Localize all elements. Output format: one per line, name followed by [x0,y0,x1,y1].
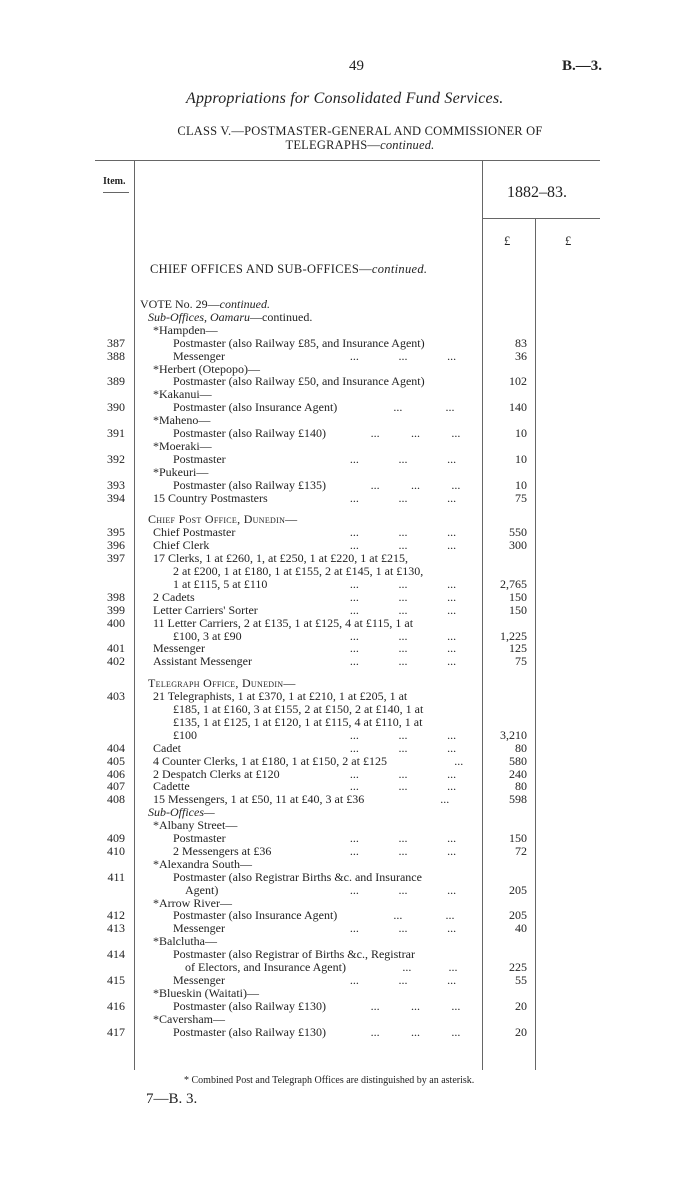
leader-dots: ... [349,882,359,897]
leader-dots: ... [398,538,408,553]
item-description-text: 2 Despatch Clerks at £120 [153,766,280,781]
item-number: 396 [107,538,125,553]
table-row [0,922,700,935]
item-number: 410 [107,843,125,858]
item-amount: 10 [515,451,527,466]
leader-dots: ... [349,451,359,466]
item-amount: 40 [515,921,527,936]
document-reference: B.—3. [562,58,603,74]
leader-dots: ... [447,641,457,656]
item-number: 416 [107,998,125,1013]
item-number: 411 [107,869,125,884]
item-description-text: Postmaster (also Railway £130) [173,998,326,1013]
leader-dots: ... [447,451,457,466]
pound-symbol-left: £ [504,234,511,248]
leader-dots: ... [349,740,359,755]
dot-leader [372,401,476,414]
dot-leader [330,453,476,466]
leader-dots: ... [398,654,408,669]
leader-dots: ... [410,1024,420,1039]
item-number: 387 [107,335,125,350]
item-number: 389 [107,374,125,389]
leader-dots: ... [447,538,457,553]
leader-dots: ... [398,843,408,858]
item-number: 395 [107,525,125,540]
leader-dots: ... [451,1024,461,1039]
table-row [0,755,700,768]
leader-dots: ... [370,477,380,492]
table-row [0,974,700,987]
item-number: 394 [107,490,125,505]
dot-leader [355,1026,476,1039]
leader-dots: ... [349,654,359,669]
table-row [0,427,700,440]
item-description-text: *Albany Street— [153,818,238,833]
item-description-text: £185, 1 at £160, 3 at £155, 2 at £150, 2 at £140, 1 at [173,702,424,716]
table-row [0,897,700,910]
item-description-text: Postmaster [173,451,226,466]
leader-dots: ... [445,908,455,923]
signature-mark: 7—B. 3. [146,1091,198,1107]
item-description-text: £100, 3 at £90 [173,628,242,643]
table-row [0,871,700,884]
item-amount: 83 [515,335,527,350]
year-column-header: 1882–83. [507,184,567,201]
item-amount: 75 [515,654,527,669]
table-row [0,884,700,897]
dot-leader [330,729,476,742]
leader-dots: ... [398,921,408,936]
table-row [0,716,700,729]
table-row [0,591,700,604]
item-amount: 1,225 [500,628,527,643]
table-row [0,466,700,479]
item-description-tail: —continued. [250,309,313,324]
item-description-text: 21 Telegraphists, 1 at £370, 1 at £210, 1 at £205, 1 at [153,689,408,704]
item-number: 408 [107,792,125,807]
table-row [0,375,700,388]
leader-dots: ... [349,628,359,643]
leader-dots: ... [447,740,457,755]
item-description-text: £100 [173,727,197,742]
leader-dots: ... [398,348,408,363]
item-amount: 20 [515,998,527,1013]
dot-leader [413,793,476,806]
item-amount: 2,765 [500,576,527,591]
class-heading-line1: CLASS V.—POSTMASTER-GENERAL AND COMMISSIONER OF [177,124,543,138]
leader-dots: ... [447,843,457,858]
item-description-text: Cadet [153,740,181,755]
leader-dots: ... [349,831,359,845]
table-row [0,311,700,324]
leader-dots: ... [393,908,403,923]
item-description-text: 2 Messengers at £36 [173,843,272,858]
dot-leader [330,492,476,505]
item-description [173,716,422,729]
item-description-text: 2 Cadets [153,589,195,604]
leader-dots: ... [398,972,408,987]
year-header-rule [482,218,600,219]
leader-dots: ... [451,477,461,492]
table-row [0,655,700,668]
leader-dots: ... [370,998,380,1013]
item-amount: 598 [509,792,527,807]
leader-dots: ... [398,490,408,505]
item-description-text: Sub-Offices— [148,805,215,820]
item-number: 406 [107,766,125,781]
item-description-text: *Maheno— [153,413,211,428]
item-number: 417 [107,1024,125,1039]
leader-dots: ... [410,477,420,492]
item-amount: 75 [515,490,527,505]
item-description-tail: continued. [219,297,270,311]
table-row [0,1013,700,1026]
leader-dots: ... [447,348,457,363]
table-row [0,414,700,427]
item-amount: 300 [509,538,527,553]
leader-dots: ... [398,576,408,591]
leader-dots: ... [349,490,359,505]
item-amount: 102 [509,374,527,389]
dot-leader [355,427,476,440]
item-number: 392 [107,451,125,466]
table-row [0,479,700,492]
table-row [0,401,700,414]
item-description-text: Cadette [153,779,190,794]
item-number: 401 [107,641,125,656]
item-amount: 150 [509,602,527,617]
leader-dots: ... [448,960,458,974]
item-description-text: Agent) [185,882,219,897]
leader-dots: ... [349,602,359,617]
table-row [0,806,700,819]
leader-dots: ... [447,831,457,845]
item-number: 397 [107,551,125,566]
item-description-text: 4 Counter Clerks, 1 at £180, 1 at £150, 2 at £125 [153,753,387,768]
leader-dots: ... [447,779,457,794]
item-description-text: Postmaster (also Registrar Births &c. and Insurance [173,869,422,884]
item-number: 391 [107,426,125,440]
leader-dots: ... [349,972,359,987]
item-description-text: *Pukeuri— [153,464,209,479]
leader-dots: ... [349,641,359,656]
class-heading-continued: continued. [380,138,435,152]
item-description-text: Postmaster (also Insurance Agent) [173,908,338,923]
table-row [0,453,700,466]
item-amount: 10 [515,477,527,492]
dot-leader [330,922,476,935]
leader-dots: ... [451,426,461,440]
item-description-text: Chief Post Office, Dunedin— [148,512,298,527]
leader-dots: ... [398,641,408,656]
item-amount: 3,210 [500,727,527,742]
table-row [0,298,700,311]
item-description [153,492,268,505]
leader-dots: ... [447,882,457,897]
item-amount: 205 [509,882,527,897]
table-row [0,729,700,742]
table-row [0,492,700,505]
pound-symbol-right: £ [565,234,572,248]
dot-leader [330,350,476,363]
item-number: 400 [107,615,125,630]
item-amount: 225 [509,960,527,974]
table-row [0,350,700,363]
item-description-text: Messenger [173,921,225,936]
table-row [0,793,700,806]
leader-dots: ... [398,766,408,781]
item-description-text: Sub-Offices, Oamaru [148,309,250,324]
item-number: 402 [107,654,125,669]
item-number: 390 [107,400,125,415]
item-number: 403 [107,689,125,704]
table-row [0,1000,700,1013]
item-amount: 150 [509,589,527,604]
leader-dots: ... [370,426,380,440]
leader-dots: ... [398,628,408,643]
leader-dots: ... [447,525,457,540]
item-number: 413 [107,921,125,936]
item-number: 404 [107,740,125,755]
item-description-text: Postmaster (also Railway £140) [173,426,326,440]
dot-leader [330,655,476,668]
item-description-text: 15 Country Postmasters [153,490,268,505]
table-row [0,578,700,591]
leader-dots: ... [370,1024,380,1039]
item-description-text: Messenger [173,348,225,363]
item-amount: 150 [509,831,527,845]
item-amount: 140 [509,400,527,415]
item-description-text: *Alexandra South— [153,856,252,871]
table-row [0,1026,700,1039]
item-number: 415 [107,972,125,987]
class-heading-line2 [120,138,600,153]
leader-dots: ... [447,628,457,643]
leader-dots: ... [447,490,457,505]
item-amount: 205 [509,908,527,923]
item-description-text: Postmaster (also Railway £50, and Insurance Agent) [173,374,425,389]
leader-dots: ... [349,348,359,363]
table-row [0,388,700,401]
leader-dots: ... [349,538,359,553]
leader-dots: ... [402,960,412,974]
item-number: 407 [107,779,125,794]
item-number: 409 [107,831,125,845]
leader-dots: ... [349,843,359,858]
item-description-text: Postmaster (also Railway £135) [173,477,326,492]
leader-dots: ... [410,426,420,440]
item-description-text: Letter Carriers' Sorter [153,602,258,617]
item-amount: 80 [515,740,527,755]
dot-leader [330,884,476,897]
leader-dots: ... [447,589,457,604]
item-column-header: Item. [103,176,126,187]
item-amount: 80 [515,779,527,794]
dot-leader [355,479,476,492]
table-row [0,948,700,961]
leader-dots: ... [349,525,359,540]
item-amount: 36 [515,348,527,363]
table-row [0,337,700,350]
item-description-text: Postmaster (also Railway £85, and Insurance Agent) [173,335,425,350]
item-description-text: *Caversham— [153,1011,225,1026]
item-description-text: Telegraph Office, Dunedin— [148,676,296,691]
item-description-text: Postmaster (also Insurance Agent) [173,400,338,415]
leader-dots: ... [349,779,359,794]
leader-dots: ... [349,727,359,742]
leader-dots: ... [410,998,420,1013]
section-heading-main: CHIEF OFFICES AND SUB-OFFICES— [150,262,372,276]
page-subtitle: Appropriations for Consolidated Fund Services. [186,90,504,107]
table-top-rule [95,160,600,161]
item-description-text: Assistant Messenger [153,654,252,669]
leader-dots: ... [447,602,457,617]
item-description-text: VOTE No. 29— [140,297,220,311]
item-amount: 580 [509,753,527,768]
leader-dots: ... [447,654,457,669]
dot-leader [355,1000,476,1013]
table-row [0,987,700,1000]
leader-dots: ... [447,972,457,987]
leader-dots: ... [398,779,408,794]
item-description-text: 15 Messengers, 1 at £50, 11 at £40, 3 at £36 [153,792,365,807]
item-amount: 20 [515,1024,527,1039]
item-description-text: Postmaster (also Railway £130) [173,1024,326,1039]
item-description-text: 11 Letter Carriers, 2 at £135, 1 at £125, 4 at £115, 1 at [153,615,414,630]
leader-dots: ... [398,525,408,540]
leader-dots: ... [447,921,457,936]
leader-dots: ... [398,589,408,604]
item-description [173,1026,326,1039]
item-description-text: 1 at £115, 5 at £110 [173,576,268,591]
table-row [0,845,700,858]
item-description-text: Chief Clerk [153,538,210,553]
leader-dots: ... [447,727,457,742]
item-description-text: *Herbert (Otepopo)— [153,361,260,376]
item-number: 412 [107,908,125,923]
leader-dots: ... [349,589,359,604]
item-number: 388 [107,348,125,363]
table-row [0,440,700,453]
leader-dots: ... [398,740,408,755]
leader-dots: ... [398,602,408,617]
item-description-text: *Hampden— [153,322,218,337]
item-amount: 55 [515,972,527,987]
item-number: 398 [107,589,125,604]
section-heading [150,262,427,277]
leader-dots: ... [349,576,359,591]
section-heading-continued: continued. [371,262,428,276]
item-description-text: Postmaster (also Registrar of Births &c., Registrar [173,947,415,962]
leader-dots: ... [398,882,408,897]
dot-leader [330,578,476,591]
leader-dots: ... [398,451,408,466]
item-description-text: Messenger [153,641,205,656]
item-amount: 240 [509,766,527,781]
class-heading-main: TELEGRAPHS— [285,138,381,152]
item-number: 414 [107,947,125,962]
item-description-text: 2 at £200, 1 at £180, 1 at £155, 2 at £145, 1 at £130, [173,564,424,578]
leader-dots: ... [398,727,408,742]
table-row [0,617,700,630]
item-description-text: *Arrow River— [153,895,232,910]
leader-dots: ... [393,400,403,415]
page-number: 49 [349,58,364,74]
leader-dots: ... [349,766,359,781]
item-description-text: Postmaster [173,831,226,845]
leader-dots: ... [454,753,464,768]
leader-dots: ... [349,921,359,936]
dot-leader [330,845,476,858]
item-number: 393 [107,477,125,492]
leader-dots: ... [451,998,461,1013]
item-description-text: *Balclutha— [153,934,217,949]
item-description-text: of Electors, and Insurance Agent) [185,960,346,974]
item-amount: 10 [515,426,527,440]
item-description-text: Messenger [173,972,225,987]
leader-dots: ... [445,400,455,415]
item-amount: 125 [509,641,527,656]
item-number: 399 [107,602,125,617]
item-amount: 72 [515,843,527,858]
leader-dots: ... [440,792,450,807]
dot-leader [372,909,476,922]
footnote: * Combined Post and Telegraph Offices are distinguished by an asterisk. [184,1075,475,1086]
item-number: 405 [107,753,125,768]
item-amount: 550 [509,525,527,540]
item-description-text: 17 Clerks, 1 at £260, 1, at £250, 1 at £220, 1 at £215, [153,551,408,566]
leader-dots: ... [447,766,457,781]
item-description-text: *Blueskin (Waitati)— [153,985,260,1000]
item-description-text: £135, 1 at £125, 1 at £120, 1 at £115, 4 at £110, 1 at [173,714,423,729]
leader-dots: ... [398,831,408,845]
dot-leader [330,974,476,987]
item-description-text: *Moeraki— [153,438,212,453]
dot-leader [330,591,476,604]
item-description [153,655,252,668]
item-description-text: Chief Postmaster [153,525,236,540]
item-description-text: *Kakanui— [153,387,212,402]
leader-dots: ... [447,576,457,591]
item-header-underline [103,192,129,193]
